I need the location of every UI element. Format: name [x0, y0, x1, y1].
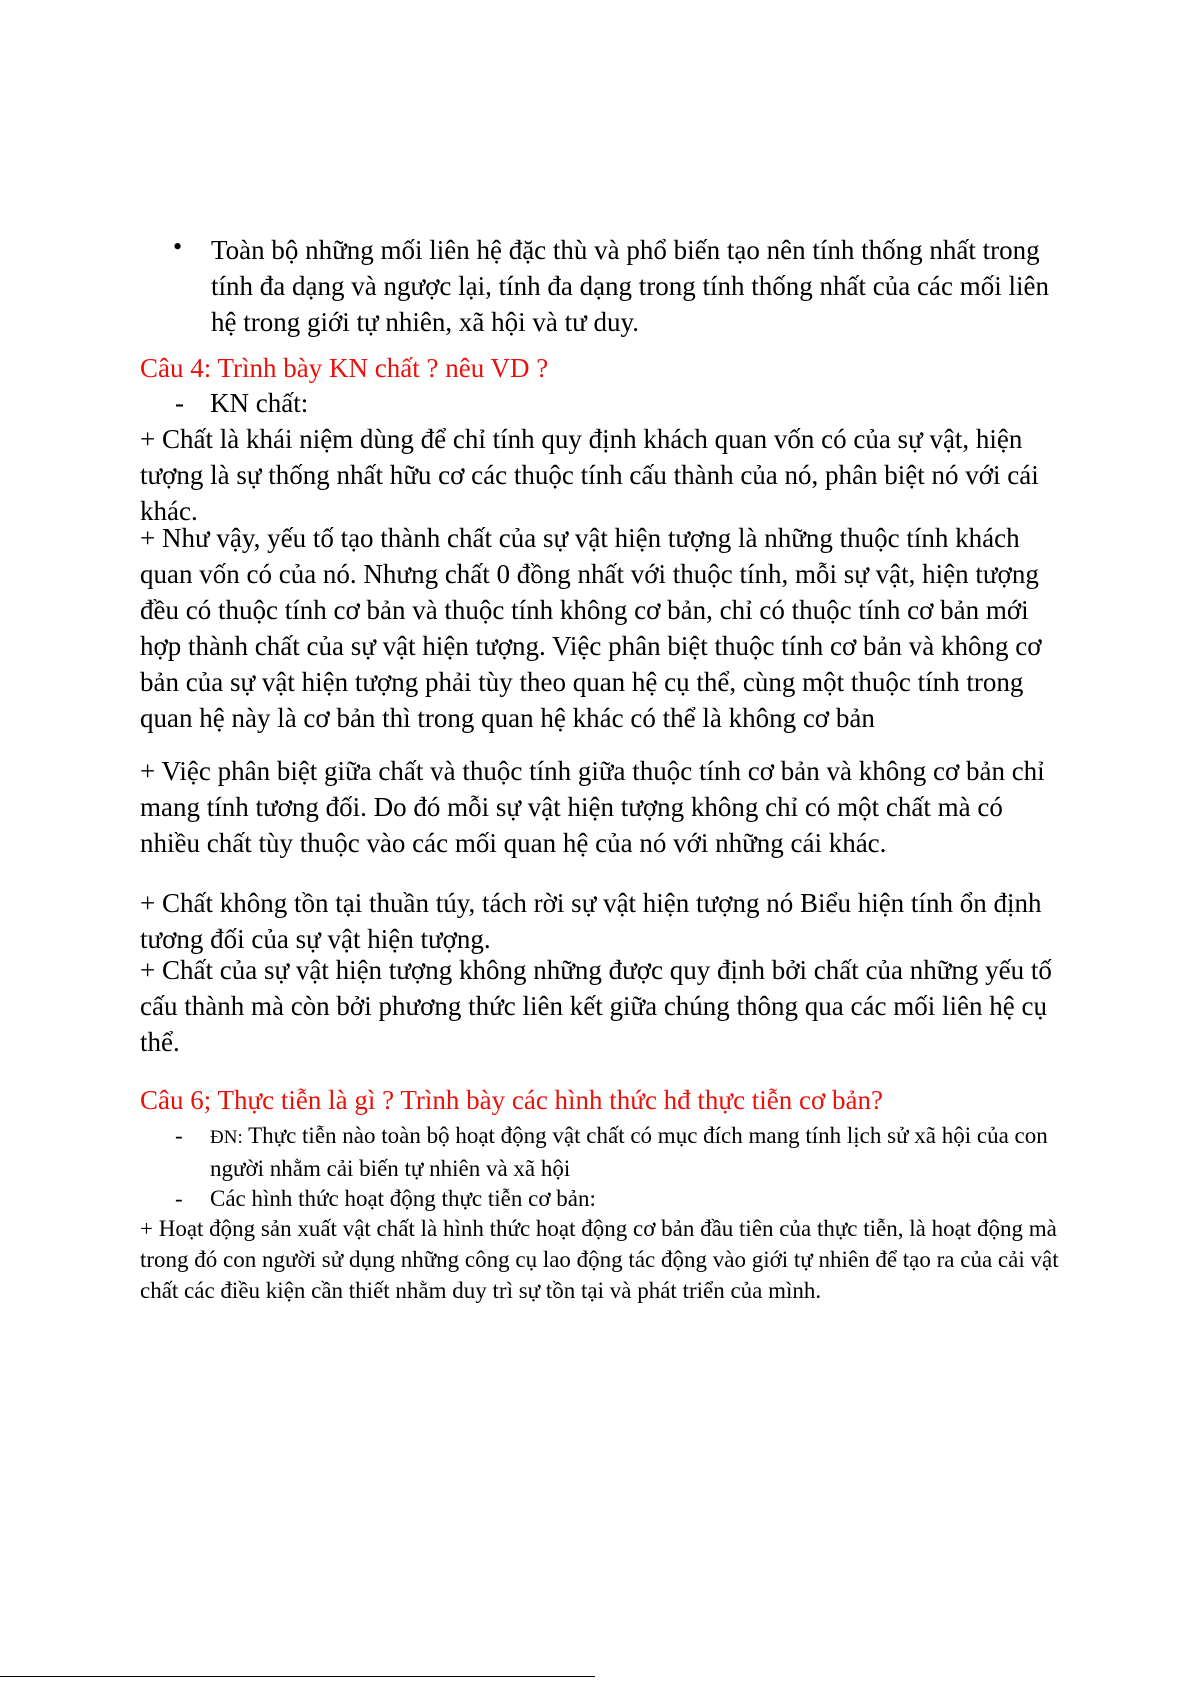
bullet-text: Toàn bộ những mối liên hệ đặc thù và phổ biến tạo nên tính thống nhất trong tính đa dạng và ngược lại, tính đa dạng trong tính thống nhất của các mối liên hệ trong giới tự nhiên, xã hội và tư duy.: [211, 235, 1049, 337]
question-4-heading: Câu 4: Trình bày KN chất ? nêu VD ?: [140, 353, 549, 383]
q4-paragraph-1: + Chất là khái niệm dùng để chỉ tính quy định khách quan vốn có của sự vật, hiện tượng là sự thống nhất hữu cơ các thuộc tính cấu thành của nó, phân biệt nó với cái khác.: [140, 424, 1039, 526]
q6-definition-text: Thực tiễn nào toàn bộ hoạt động vật chất có mục đích mang tính lịch sử xã hội của con người nhằm cải biến tự nhiên và xã hội: [210, 1123, 1048, 1181]
bullet-marker: •: [173, 232, 183, 261]
question-6-heading: Câu 6; Thực tiễn là gì ? Trình bày các hình thức hđ thực tiễn cơ bản?: [140, 1085, 884, 1115]
footer-divider: [0, 1676, 595, 1677]
q6-definition: [210, 1120, 1090, 1184]
dash-marker: -: [175, 1186, 183, 1211]
q4-dash-label: KN chất:: [210, 388, 309, 418]
q4-paragraph-5: + Chất của sự vật hiện tượng không những được quy định bởi chất của những yếu tố cấu thành mà còn bởi phương thức liên kết giữa chúng thông qua các mối liên hệ cụ thể.: [140, 955, 1052, 1057]
dash-marker: -: [175, 388, 184, 418]
q4-paragraph-4: + Chất không tồn tại thuần túy, tách rời sự vật hiện tượng nó Biểu hiện tính ổn định tương đối của sự vật hiện tượng.: [140, 888, 1042, 954]
q4-paragraph-3: + Việc phân biệt giữa chất và thuộc tính giữa thuộc tính cơ bản và không cơ bản chỉ mang tính tương đối. Do đó mỗi sự vật hiện tượng không chỉ có một chất mà có nhiều chất tùy thuộc vào các mối quan hệ của nó với những cái khác.: [140, 756, 1045, 858]
dash-marker: -: [175, 1123, 183, 1148]
q4-paragraph-2: + Như vậy, yếu tố tạo thành chất của sự vật hiện tượng là những thuộc tính khách quan vốn có của nó. Nhưng chất 0 đồng nhất với thuộc tính, mỗi sự vật, hiện tượng đều có thuộc tính cơ bản và thuộc tính không cơ bản, chỉ có thuộc tính cơ bản mới hợp thành chất của sự vật hiện tượng. Việc phân biệt thuộc tính cơ bản và không cơ bản của sự vật hiện tượng phải tùy theo quan hệ cụ thể, cùng một thuộc tính trong quan hệ này là cơ bản thì trong quan hệ khác có thể là không cơ bản: [140, 523, 1042, 733]
q6-definition-label: ĐN:: [210, 1127, 243, 1148]
q6-paragraph: + Hoạt động sản xuất vật chất là hình thức hoạt động cơ bản đầu tiên của thực tiễn, là hoạt động mà trong đó con người sử dụng những công cụ lao động tác động vào giới tự nhiên để tạo ra của cải vật chất các điều kiện cần thiết nhằm duy trì sự tồn tại và phát triển của mình.: [140, 1216, 1059, 1303]
q6-forms-label: Các hình thức hoạt động thực tiễn cơ bản:: [210, 1186, 596, 1211]
